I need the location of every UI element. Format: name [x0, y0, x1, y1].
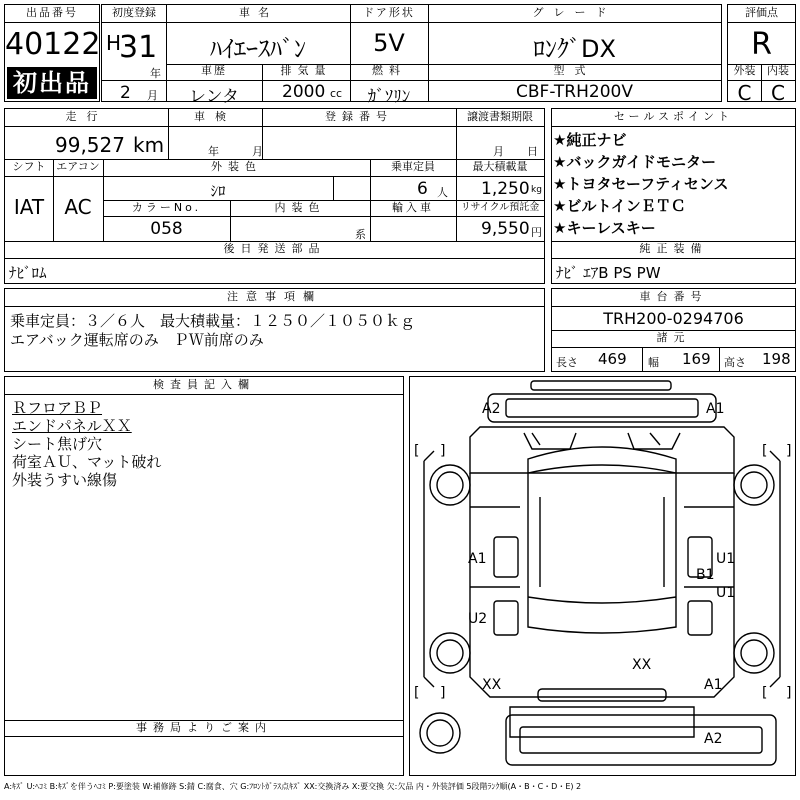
shift: IAT: [13, 195, 45, 219]
genuine-equipment-value: ﾅﾋﾞ ｴｱB PS PW: [556, 264, 661, 282]
later-parts-label: 後日発送部品: [223, 242, 326, 255]
score-box: [727, 4, 796, 105]
wheel-rear-left: [430, 633, 470, 673]
max-load-label: 最大積載量: [472, 160, 528, 173]
later-parts-value: ﾅﾋﾞﾛﾑ: [9, 264, 47, 282]
length: 469: [598, 350, 627, 368]
inspector-note-line: シート焦げ穴: [12, 435, 103, 453]
damage-right-front-door: U1: [716, 551, 736, 567]
door-type: 5V: [373, 29, 405, 57]
inspector-note-line: エンドパネルＸＸ: [12, 417, 132, 435]
inspector-note-line: 荷室ＡＵ、マット破れ: [12, 453, 162, 471]
int-color-label: 内装色: [274, 201, 326, 214]
left-side: [424, 451, 434, 687]
length-label: 長さ: [556, 356, 578, 369]
shift-label: シフト: [12, 160, 46, 173]
int-color-unit: 系: [355, 228, 366, 241]
bracket-mark: [: [414, 685, 420, 701]
inspection-month-unit: 月: [252, 145, 263, 158]
mileage-value: 99,527: [55, 133, 125, 157]
first-reg-month: 2: [120, 83, 131, 103]
fuel: ｶﾞｿﾘﾝ: [367, 87, 411, 107]
mileage-label: 走行: [65, 110, 108, 123]
lot-number: 40122: [5, 27, 101, 62]
color-no-label: カラーNo.: [131, 201, 202, 214]
bracket-mark: ]: [440, 443, 446, 459]
bracket-mark: [: [762, 685, 768, 701]
notes-line: 乗車定員：３／６人 最大積載量：１２５０／１０５０ｋｇ: [10, 312, 416, 330]
inspector-note-line: 外装うすい線傷: [12, 471, 118, 489]
history-label: 車歴: [201, 64, 227, 77]
ac-label: エアコン: [56, 160, 100, 173]
displacement: 2000: [282, 82, 326, 102]
damage-rear-left: XX: [482, 677, 502, 693]
height: 198: [762, 350, 791, 368]
chassis-number: TRH200-0294706: [603, 309, 744, 328]
damage-rear-bumper: A2: [704, 731, 723, 747]
genuine-equipment-label: 純正装備: [639, 242, 708, 255]
sales-point-item: ★バックガイドモニター: [553, 153, 716, 171]
exterior-grade: C: [737, 81, 752, 105]
rear-bumper: [506, 715, 776, 765]
max-load-unit: kg: [531, 185, 542, 195]
recycle-label: リサイクル預託金: [460, 202, 540, 213]
grade: ﾛﾝｸﾞDX: [533, 35, 616, 63]
spare-wheel: [420, 713, 460, 753]
wheel-front-right: [734, 465, 774, 505]
right-rear-door: [688, 601, 712, 635]
ext-color-label: 外装色: [211, 160, 262, 173]
notes-line: エアバック運転席のみ ＰＷ前席のみ: [10, 331, 264, 349]
first-reg-year: 31: [119, 30, 158, 65]
grade-label: グレード: [532, 6, 617, 19]
damage-rear-right: A1: [704, 677, 723, 693]
recycle: 9,550: [481, 219, 530, 239]
damage-right-rear-door: U1: [716, 585, 736, 601]
bracket-mark: ]: [786, 443, 792, 459]
ext-color: ｼﾛ: [210, 182, 226, 200]
legend: A:ｷｽﾞ U:ﾍｺﾐ B:ｷｽﾞを伴うﾍｺﾐ P:要塗装 W:補修跡 S:錆 C:腐食、穴 G:ﾌﾛﾝﾄｶﾞﾗｽ点ｷｽﾞ XX:交換済み X:要交換 欠:欠品 内・外装評価 5段階ﾗﾝｸ順(A・B・C・D・E) 2: [4, 782, 582, 791]
bracket-mark: ]: [440, 685, 446, 701]
door-label: ドア形状: [363, 6, 415, 19]
capacity-unit: 人: [437, 186, 448, 199]
era: H: [106, 31, 122, 55]
inspector-note-line: ＲフロアＢＰ: [12, 399, 103, 417]
inspection-year-unit: 年: [208, 145, 219, 158]
hood-outline: [470, 427, 734, 473]
ac: AC: [64, 195, 92, 219]
notes-label: 注意事項欄: [227, 290, 322, 303]
bracket-mark: [: [762, 443, 768, 459]
color-no: 058: [150, 219, 183, 239]
car-name: ﾊｲｴｰｽﾊﾞﾝ: [210, 35, 306, 63]
vehicle-header: [101, 4, 722, 107]
sales-point-item: ★純正ナビ: [553, 131, 627, 149]
sales-points-label: セールスポイント: [613, 110, 733, 123]
sales-point-item: ★ビルトインＥＴＣ: [553, 197, 686, 215]
chassis-label: 車台番号: [639, 290, 708, 303]
model-label: 型式: [553, 64, 596, 77]
year-unit: 年: [150, 67, 161, 80]
score-label: 評価点: [745, 6, 778, 19]
front-bar-top: [531, 381, 671, 390]
wheel-front-left: [430, 465, 470, 505]
rear-section: [510, 707, 694, 737]
month-unit: 月: [147, 89, 158, 102]
model: CBF-TRH200V: [516, 82, 633, 102]
bracket-mark: [: [414, 443, 420, 459]
sales-point-item: ★トヨタセーフティセンス: [553, 175, 729, 193]
transfer-day-unit: 日: [527, 145, 538, 158]
damage-front-right: A1: [706, 401, 725, 417]
roof-outline: [528, 447, 676, 633]
capacity: 6: [417, 179, 428, 199]
inspector-notes-label: 検査員記入欄: [153, 378, 255, 391]
mileage-unit: km: [133, 133, 165, 157]
notes-box: [4, 288, 545, 372]
first-reg-label: 初度登録: [112, 6, 156, 19]
registration-label: 登録番号: [325, 110, 393, 123]
damage-right-pillar: B1: [696, 567, 715, 583]
sales-point-item: ★キーレスキー: [553, 219, 656, 237]
damage-rear-center: XX: [632, 657, 652, 673]
details-box: [4, 108, 545, 284]
score: R: [751, 27, 772, 62]
import-label: 輸入車: [392, 201, 434, 214]
sales-points-box: [551, 108, 796, 284]
height-label: 高さ: [724, 356, 746, 369]
width: 169: [682, 350, 711, 368]
displacement-unit: cc: [330, 87, 343, 100]
inspection-label: 車検: [194, 110, 236, 123]
bracket-mark: ]: [786, 685, 792, 701]
car-name-label: 車名: [239, 6, 277, 19]
lot-number-label: 出品番号: [26, 6, 78, 19]
inspector-notes-box: [4, 376, 404, 776]
dimensions-label: 諸元: [656, 331, 691, 344]
front-bumper: [488, 394, 716, 422]
car-diagram: [410, 377, 795, 775]
transfer-docs-label: 譲渡書類期限: [467, 110, 533, 123]
front-bumper-inner: [506, 399, 698, 417]
left-rear-door: [494, 601, 518, 635]
damage-left-rear-door: U2: [468, 611, 488, 627]
width-label: 幅: [648, 356, 659, 369]
rear-bumper-inner: [538, 689, 666, 701]
damage-left-front-door: A1: [468, 551, 487, 567]
first-listing-badge: [7, 67, 97, 99]
damage-diagram-box: [409, 376, 796, 776]
max-load: 1,250: [481, 179, 530, 199]
capacity-label: 乗車定員: [391, 160, 435, 173]
left-front-door: [494, 537, 518, 577]
lot-number-box: [4, 4, 100, 102]
right-side: [770, 451, 780, 687]
exterior-label: 外装: [733, 64, 756, 77]
first-listing-text: 初出品: [13, 69, 91, 97]
office-notes-label: 事務局よりご案内: [136, 721, 272, 734]
chassis-box: [551, 288, 796, 372]
transfer-month-unit: 月: [493, 145, 504, 158]
fuel-label: 燃料: [372, 64, 406, 77]
interior-label: 内装: [767, 64, 789, 77]
displacement-label: 排気量: [280, 64, 332, 77]
damage-front-left: A2: [482, 401, 501, 417]
interior-grade: C: [771, 81, 785, 105]
recycle-unit: 円: [531, 226, 542, 239]
wheel-rear-right: [734, 633, 774, 673]
history: レンタ: [189, 87, 239, 107]
